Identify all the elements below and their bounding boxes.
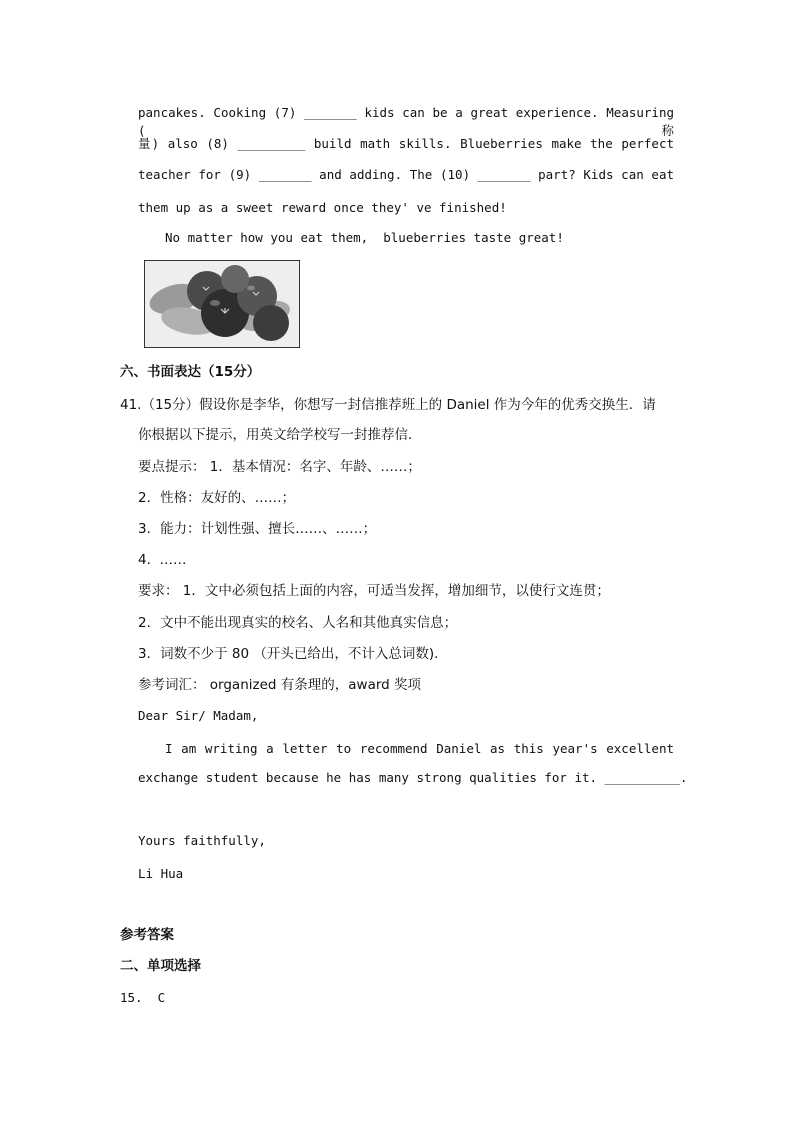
letter-body-line-1: I am writing a letter to recommend Daniel as this year's excellent: [165, 741, 674, 756]
blueberries-photo: [144, 260, 300, 348]
reference-vocab: 参考词汇： organized 有条理的，award 奖项: [138, 677, 422, 693]
letter-body-line-2: exchange student because he has many strong qualities for it. __________.: [138, 770, 688, 785]
hint-1: 要点提示： 1．基本情况：名字、年龄、……；: [138, 459, 421, 475]
passage-line-4: them up as a sweet reward once they' ve finished!: [138, 200, 507, 215]
answers-section: 二、单项选择: [120, 958, 201, 974]
question-41-line-2: 你根据以下提示，用英文给学校写一封推荐信．: [138, 427, 422, 443]
passage-line-3: teacher for (9) _______ and adding. The (10) _______ part? Kids can eat: [138, 167, 674, 182]
requirement-3: 3．词数不少于 80 （开头已给出，不计入总词数)．: [138, 646, 448, 662]
hint-3: 3．能力：计划性强、擅长……、……；: [138, 521, 377, 537]
hint-2: 2．性格：友好的、……；: [138, 490, 296, 506]
answers-heading: 参考答案: [120, 927, 174, 943]
answer-15: 15. C: [120, 990, 166, 1005]
section-heading: 六、书面表达（15分）: [120, 364, 261, 380]
letter-signoff: Yours faithfully,: [138, 833, 266, 848]
question-41-line-1: 41.（15分）假设你是李华，你想写一封信推荐班上的 Daniel 作为今年的优秀交换生．请: [120, 397, 656, 413]
requirement-1: 要求： 1．文中必须包括上面的内容，可适当发挥，增加细节，以使行文连贯；: [138, 583, 610, 599]
letter-signature: Li Hua: [138, 866, 184, 881]
passage-line-1: pancakes. Cooking (7) _______ kids can be a great experience. Measuring (称: [138, 105, 674, 138]
blueberries-illustration: [145, 261, 299, 347]
letter-salutation: Dear Sir/ Madam,: [138, 708, 259, 723]
hint-4: 4. ……: [138, 552, 187, 568]
passage-closing: No matter how you eat them, blueberries taste great!: [165, 230, 564, 245]
passage-line-2: 量) also (8) _________ build math skills. Blueberries make the perfect: [138, 136, 674, 151]
requirement-2: 2．文中不能出现真实的校名、人名和其他真实信息；: [138, 615, 458, 631]
